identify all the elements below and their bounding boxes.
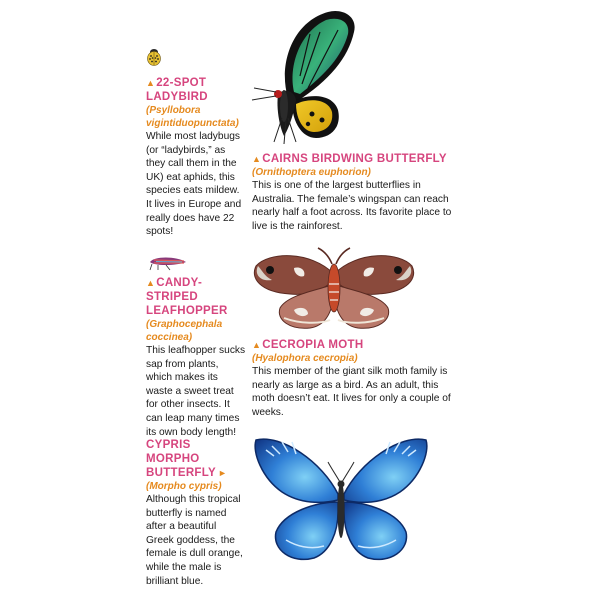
ladybird-scientific-name: (Psyllobora vigintiduopunctata) [146,105,239,129]
leafhopper-arrow-icon: ▲ [146,278,156,288]
cecropia-entry [252,338,452,419]
leafhopper-title: ▲CANDY-STRIPED LEAFHOPPER [146,277,228,317]
morpho-description: Although this tropical butterfly is named after a beautiful Greek goddess, the female is dull orange, while the male is brilliant blue. [146,494,243,587]
ladybird-illustration [146,48,162,66]
ladybird-title: ▲22-SPOT LADYBIRD [146,77,208,103]
morpho-butterfly-illustration [252,432,430,568]
birdwing-title: ▲CAIRNS BIRDWING BUTTERFLY [252,153,447,165]
morpho-entry [146,438,246,588]
morpho-title: CYPRIS MORPHO BUTTERFLY ► [146,439,228,479]
birdwing-butterfly-illustration [250,10,362,148]
morpho-arrow-icon: ► [218,468,228,478]
cecropia-description: This member of the giant silk moth family is nearly as large as a bird. As an adult, this moth doesn’t eat. It lives for only a couple of weeks. [252,366,451,418]
ladybird-description: While most ladybugs (or “ladybirds,” as they call them in the UK) eat aphids, this species eats mildew. It lives in Europe and really does have 22 spots! [146,131,242,238]
cecropia-arrow-icon: ▲ [252,340,262,350]
cecropia-scientific-name: (Hyalophora cecropia) [252,353,358,364]
birdwing-description: This is one of the largest butterflies in Australia. The female’s wingspan can reach nearly half a foot across. Its favorite place to live is the rainforest. [252,180,452,232]
cecropia-moth-illustration [250,244,418,336]
birdwing-entry [252,152,452,233]
leafhopper-entry [146,276,246,439]
leafhopper-description: This leafhopper sucks sap from plants, which makes its waste a sweet treat for other insects. It can leap many times its own body length! [146,345,246,438]
birdwing-scientific-name: (Ornithoptera euphorion) [252,167,371,178]
cecropia-title: ▲CECROPIA MOTH [252,339,364,351]
ladybird-entry [146,76,246,239]
morpho-scientific-name: (Morpho cypris) [146,481,222,492]
leafhopper-illustration [146,252,188,272]
ladybird-arrow-icon: ▲ [146,78,156,88]
leafhopper-scientific-name: (Graphocephala coccinea) [146,319,223,343]
birdwing-arrow-icon: ▲ [252,154,262,164]
